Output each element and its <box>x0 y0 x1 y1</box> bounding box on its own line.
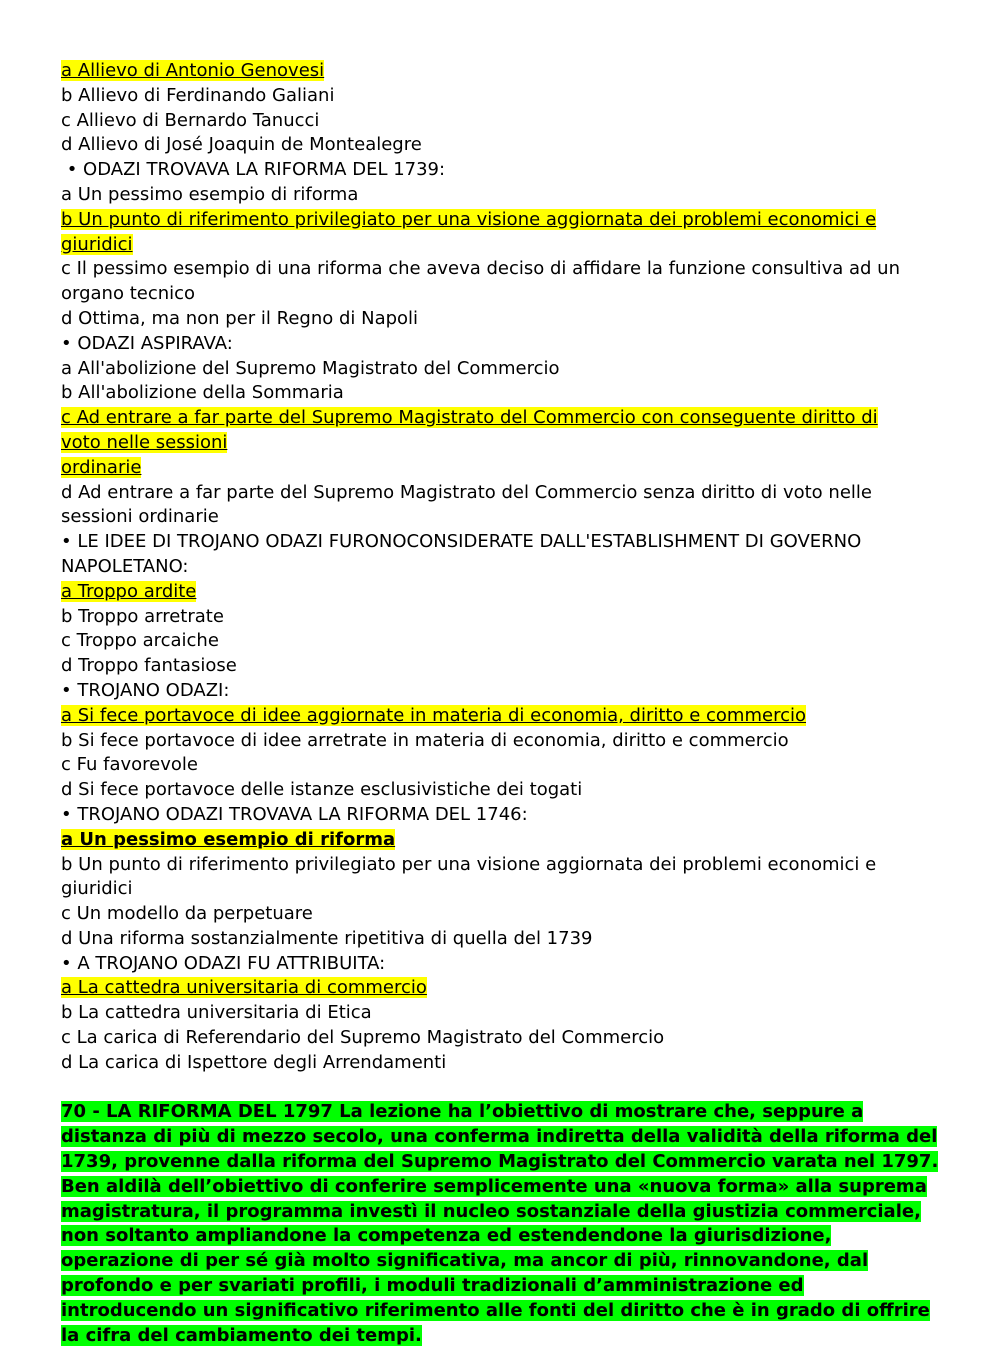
question-line: • LE IDEE DI TROJANO ODAZI FURONOCONSIDERATE DALL'ESTABLISHMENT DI GOVERNO <box>61 531 862 553</box>
answer-line: a Allievo di Antonio Genovesi <box>61 60 325 81</box>
option-line: b La cattedra universitaria di Etica <box>61 1002 372 1024</box>
question-line: • A TROJANO ODAZI FU ATTRIBUITA: <box>61 952 386 974</box>
option-line: giuridici <box>61 878 133 900</box>
option-line: d Troppo fantasiose <box>61 655 237 677</box>
option-line: c Allievo di Bernardo Tanucci <box>61 109 320 131</box>
answer-line: a Un pessimo esempio di riforma <box>61 828 396 850</box>
answer-line: b Un punto di riferimento privilegiato per una visione aggiornata dei problemi economici e <box>61 208 877 230</box>
option-line: d Si fece portavoce delle istanze esclusivistiche dei togati <box>61 779 583 801</box>
option-line: d Una riforma sostanzialmente ripetitiva di quella del 1739 <box>61 927 593 949</box>
option-line: b Si fece portavoce di idee arretrate in materia di economia, diritto e commercio <box>61 729 789 751</box>
option-line: d La carica di Ispettore degli Arrendamenti <box>61 1051 447 1073</box>
question-line: • ODAZI ASPIRAVA: <box>61 332 233 354</box>
answer-line: a La cattedra universitaria di commercio <box>61 977 427 999</box>
option-line: d Ottima, ma non per il Regno di Napoli <box>61 307 419 329</box>
answer-line: c Ad entrare a far parte del Supremo Magistrato del Commercio con conseguente diritto di <box>61 407 878 429</box>
option-line: c Un modello da perpetuare <box>61 903 313 925</box>
option-line: organo tecnico <box>61 283 196 305</box>
question-line: • ODAZI TROVAVA LA RIFORMA DEL 1739: <box>61 159 446 181</box>
option-line: b Allievo di Ferdinando Galiani <box>61 84 335 106</box>
option-line: b Un punto di riferimento privilegiato per una visione aggiornata dei problemi economici e <box>61 853 877 875</box>
option-line: c La carica di Referendario del Supremo Magistrato del Commercio <box>61 1027 665 1049</box>
option-line: a All'abolizione del Supremo Magistrato del Commercio <box>61 357 560 379</box>
answer-line: a Troppo ardite <box>61 580 197 602</box>
answer-line: voto nelle sessioni <box>61 431 228 453</box>
option-line: c Troppo arcaiche <box>61 630 219 652</box>
lesson-70-paragraph <box>61 1100 941 1348</box>
option-line: c Il pessimo esempio di una riforma che aveva deciso di affidare la funzione consultiva ad un <box>61 258 900 280</box>
quiz-content <box>61 59 941 1348</box>
lesson-70-text: 70 - LA RIFORMA DEL 1797 La lezione ha l’obiettivo di mostrare che, seppure a distanza di più di mezzo secolo, una conferma indiretta della validità della riforma del 1739, provenne dalla riforma del Supremo Magistrato del Commercio varata nel 1797. Ben aldilà dell’obiettivo di conferire semplicemente una «nuova forma» alla suprema magistratura, il programma investì il nucleo sostanziale della giustizia commerciale, non soltanto ampliandone la competenza ed estendendone la giurisdizione, operazione di per sé già molto significativa, ma ancor di più, rinnovandone, dal profondo e per svariati profili, i moduli tradizionali d’amministrazione ed introducendo un significativo riferimento alle fonti del diritto che è in grado di offrire la cifra del cambiamento dei tempi. <box>61 1101 939 1346</box>
option-line: d Ad entrare a far parte del Supremo Magistrato del Commercio senza diritto di voto nelle <box>61 481 872 503</box>
option-line: sessioni ordinarie <box>61 506 219 528</box>
question-line: • TROJANO ODAZI TROVAVA LA RIFORMA DEL 1746: <box>61 803 528 825</box>
answer-line: ordinarie <box>61 456 142 478</box>
option-line: c Fu favorevole <box>61 754 198 776</box>
answer-line: giuridici <box>61 233 133 255</box>
option-line: a Un pessimo esempio di riforma <box>61 183 359 205</box>
option-line: b Troppo arretrate <box>61 605 224 627</box>
option-line: b All'abolizione della Sommaria <box>61 382 344 404</box>
answer-line: a Si fece portavoce di idee aggiornate in materia di economia, diritto e commercio <box>61 704 806 726</box>
question-line: NAPOLETANO: <box>61 555 189 577</box>
question-line: • TROJANO ODAZI: <box>61 679 230 701</box>
option-line: d Allievo di José Joaquin de Montealegre <box>61 134 422 156</box>
spacer <box>61 1076 941 1101</box>
